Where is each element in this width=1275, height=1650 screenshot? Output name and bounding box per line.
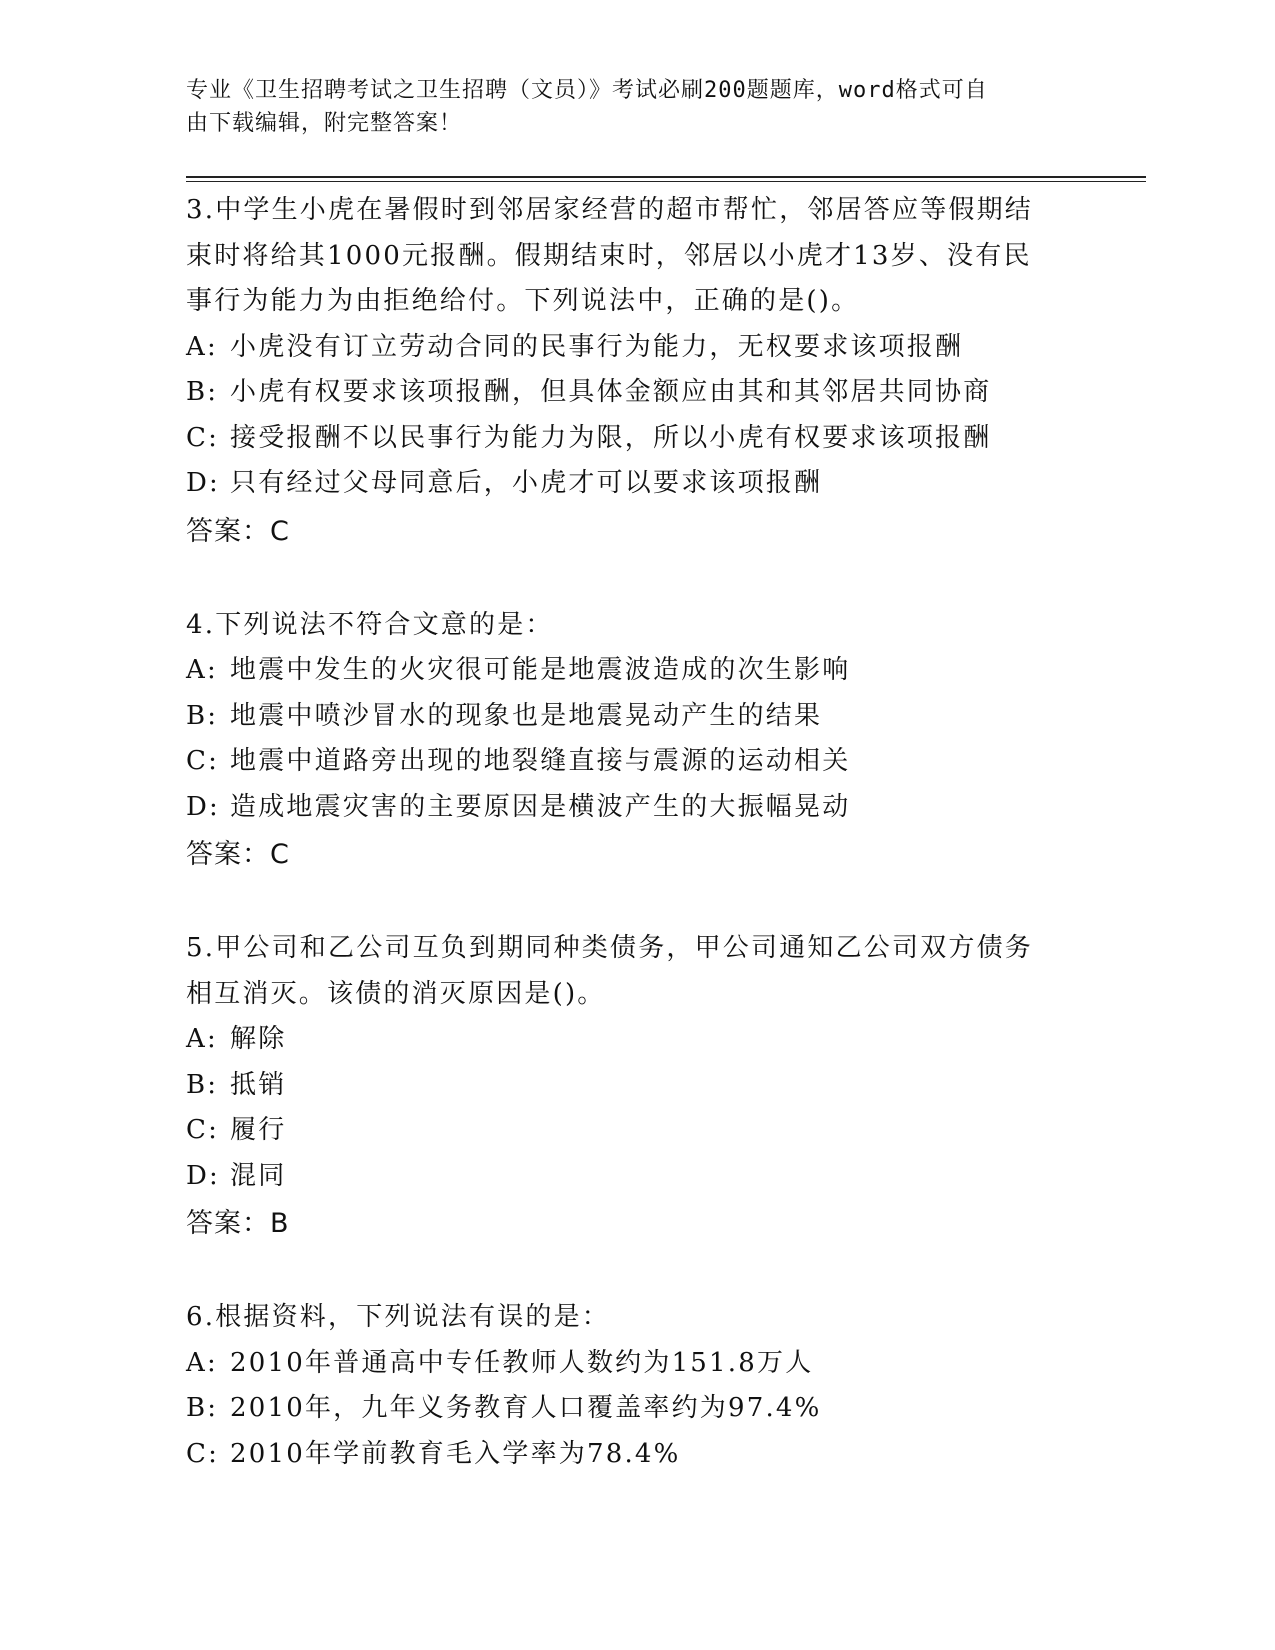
option-key: A: bbox=[186, 1024, 218, 1054]
option-key: D: bbox=[186, 791, 221, 822]
header-line-1: 专业《卫生招聘考试之卫生招聘（文员）》考试必刷200题题库，word格式可自 bbox=[186, 78, 988, 103]
answer-option bbox=[186, 648, 1086, 694]
header-line-2: 由下载编辑，附完整答案！ bbox=[186, 111, 463, 136]
question-stem-line: 6.根据资料，下列说法有误的是： bbox=[186, 1302, 611, 1332]
option-key: B: bbox=[186, 700, 219, 731]
answer-option bbox=[186, 370, 1086, 416]
option-text: 抵销 bbox=[230, 1069, 287, 1100]
answer-option bbox=[186, 325, 1086, 371]
question-block bbox=[186, 926, 1086, 1247]
option-text: 只有经过父母同意后，小虎才可以要求该项报酬 bbox=[230, 468, 823, 498]
question-list bbox=[186, 188, 1086, 1525]
option-key: C: bbox=[186, 746, 220, 776]
answer-option bbox=[186, 1108, 1086, 1154]
option-key: B: bbox=[186, 1393, 219, 1423]
answer-option bbox=[186, 1063, 1086, 1109]
option-text: 地震中喷沙冒水的现象也是地震晃动产生的结果 bbox=[230, 700, 823, 731]
answer-option bbox=[186, 694, 1086, 740]
question-stem-line: 事行为能力为由拒绝给付。下列说法中，正确的是()。 bbox=[186, 286, 860, 316]
answer-option bbox=[186, 1432, 1086, 1478]
option-key: A: bbox=[186, 1347, 218, 1378]
question-stem-line: 束时将给其1000元报酬。假期结束时，邻居以小虎才13岁、没有民 bbox=[186, 240, 1032, 271]
document-header bbox=[186, 74, 1066, 140]
answer-option bbox=[186, 785, 1086, 831]
answer-option bbox=[186, 1386, 1086, 1432]
question-stem-line: 4.下列说法不符合文意的是： bbox=[186, 609, 554, 640]
option-text: 地震中发生的火灾很可能是地震波造成的次生影响 bbox=[230, 655, 851, 685]
answer-option bbox=[186, 416, 1086, 462]
option-text: 造成地震灾害的主要原因是横波产生的大振幅晃动 bbox=[230, 791, 851, 822]
header-divider-thin bbox=[186, 181, 1146, 182]
option-key: B: bbox=[186, 1069, 219, 1100]
option-text: 2010年学前教育毛入学率为78.4% bbox=[230, 1438, 681, 1469]
answer-option bbox=[186, 1341, 1086, 1387]
answer-line: 答案：C bbox=[186, 839, 290, 870]
question-stem-line: 5.甲公司和乙公司互负到期同种类债务，甲公司通知乙公司双方债务 bbox=[186, 933, 1034, 963]
option-key: C: bbox=[186, 422, 220, 453]
option-text: 2010年普通高中专任教师人数约为151.8万人 bbox=[230, 1347, 814, 1378]
option-text: 小虎没有订立劳动合同的民事行为能力，无权要求该项报酬 bbox=[230, 331, 964, 362]
option-key: C: bbox=[186, 1115, 220, 1145]
option-key: A: bbox=[186, 655, 218, 685]
option-key: D: bbox=[186, 468, 221, 498]
question-stem-line: 3.中学生小虎在暑假时到邻居家经营的超市帮忙，邻居答应等假期结 bbox=[186, 195, 1034, 225]
option-text: 混同 bbox=[230, 1160, 287, 1191]
question-block bbox=[186, 1295, 1086, 1477]
answer-line: 答案：C bbox=[186, 515, 290, 547]
answer-option bbox=[186, 461, 1086, 507]
header-divider-thick bbox=[186, 176, 1146, 178]
option-text: 2010年，九年义务教育人口覆盖率约为97.4% bbox=[230, 1393, 822, 1423]
answer-option bbox=[186, 1017, 1086, 1063]
option-text: 小虎有权要求该项报酬，但具体金额应由其和其邻居共同协商 bbox=[230, 377, 992, 407]
option-text: 地震中道路旁出现的地裂缝直接与震源的运动相关 bbox=[230, 746, 851, 776]
question-stem-line: 相互消灭。该债的消灭原因是()。 bbox=[186, 978, 606, 1009]
option-text: 接受报酬不以民事行为能力为限，所以小虎有权要求该项报酬 bbox=[230, 422, 992, 453]
option-key: D: bbox=[186, 1160, 221, 1191]
question-block bbox=[186, 603, 1086, 879]
option-key: A: bbox=[186, 331, 218, 362]
question-block bbox=[186, 188, 1086, 555]
option-text: 解除 bbox=[230, 1024, 287, 1054]
answer-line: 答案：B bbox=[186, 1208, 290, 1239]
option-key: B: bbox=[186, 377, 219, 407]
answer-option bbox=[186, 1154, 1086, 1200]
option-text: 履行 bbox=[230, 1115, 287, 1145]
option-key: C: bbox=[186, 1438, 220, 1469]
answer-option bbox=[186, 739, 1086, 785]
